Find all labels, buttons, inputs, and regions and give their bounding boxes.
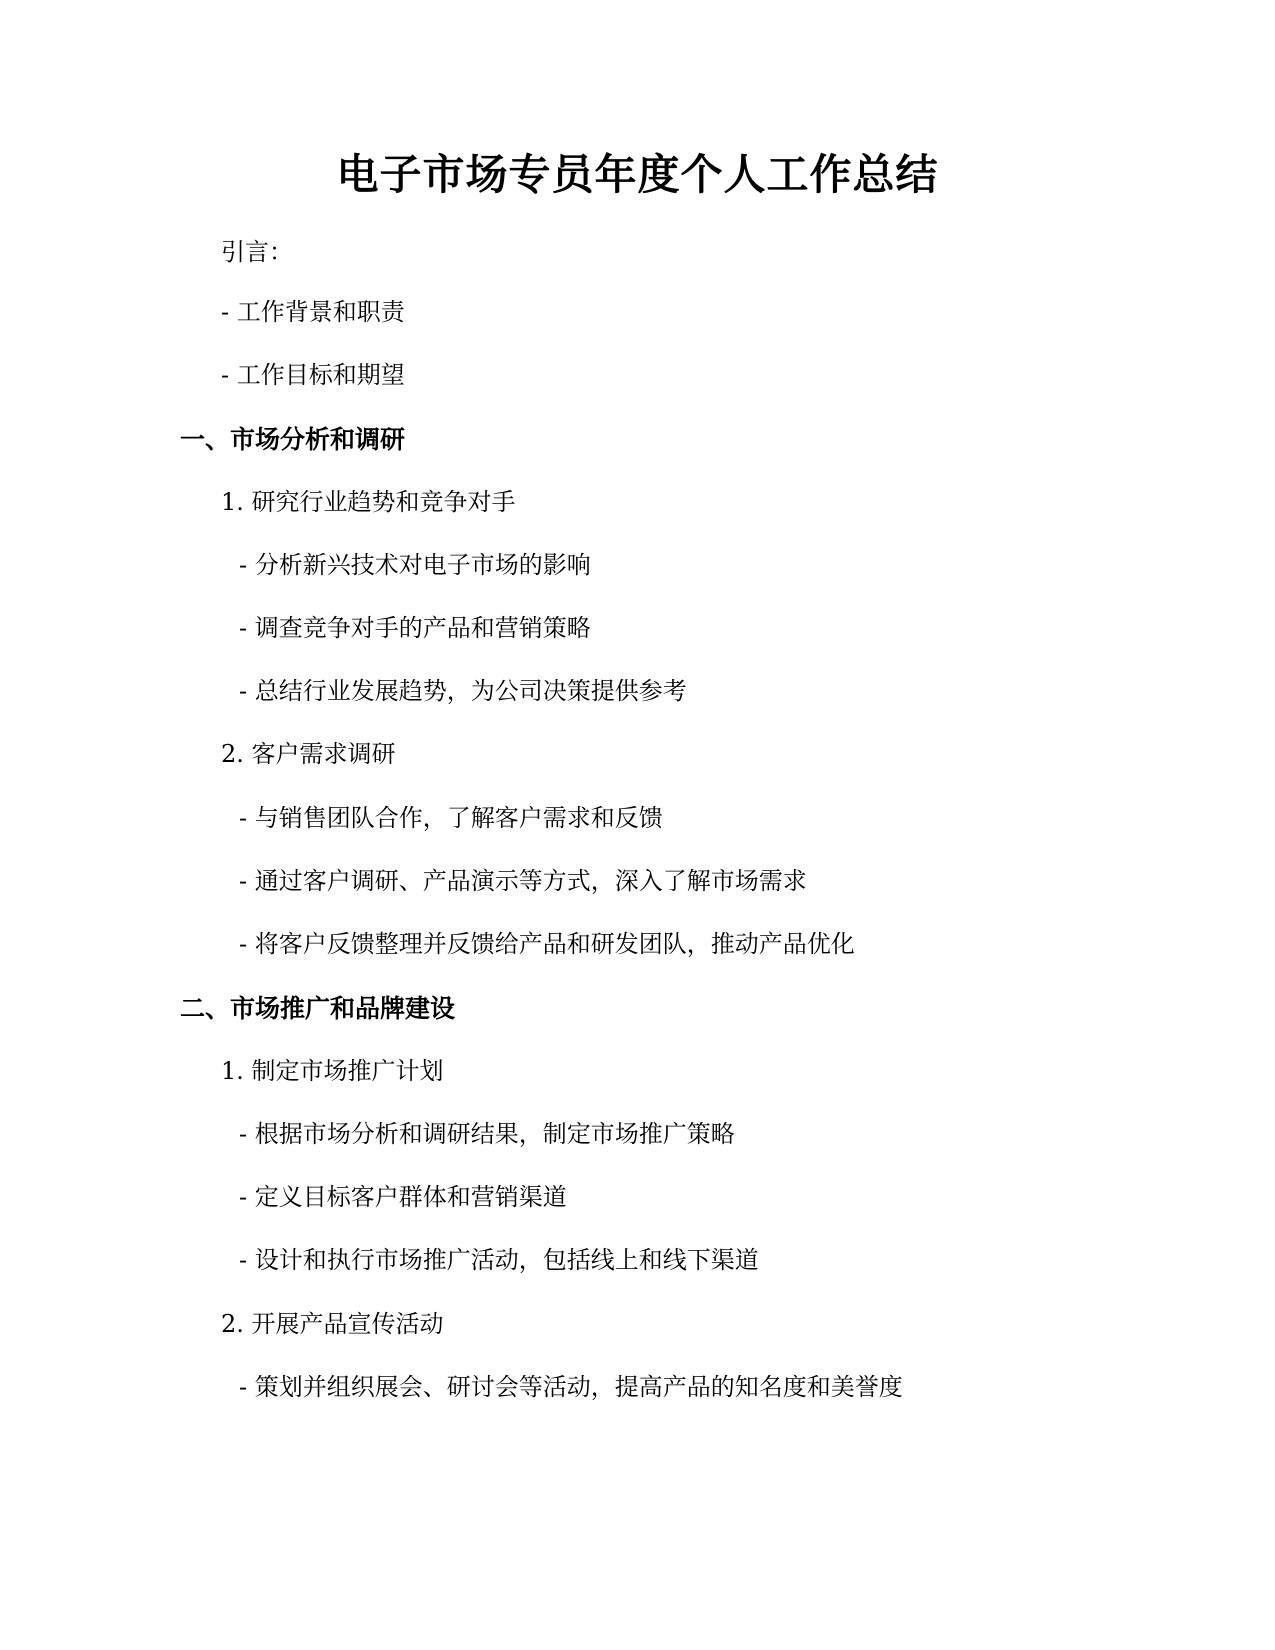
intro-item: - 工作目标和期望 <box>221 361 405 389</box>
subsection-title: 2. 开展产品宣传活动 <box>221 1310 444 1338</box>
bullet-item: - 将客户反馈整理并反馈给产品和研发团队，推动产品优化 <box>239 930 855 958</box>
section-heading: 一、市场分析和调研 <box>180 425 406 454</box>
bullet-item: - 策划并组织展会、研讨会等活动，提高产品的知名度和美誉度 <box>239 1373 903 1401</box>
subsection-title: 1. 制定市场推广计划 <box>221 1057 444 1085</box>
bullet-item: - 设计和执行市场推广活动，包括线上和线下渠道 <box>239 1246 759 1274</box>
bullet-item: - 与销售团队合作，了解客户需求和反馈 <box>239 804 663 832</box>
bullet-item: - 分析新兴技术对电子市场的影响 <box>239 551 591 579</box>
bullet-item: - 根据市场分析和调研结果，制定市场推广策略 <box>239 1120 735 1148</box>
section-heading: 二、市场推广和品牌建设 <box>180 994 456 1023</box>
bullet-item: - 总结行业发展趋势，为公司决策提供参考 <box>239 677 687 705</box>
document-title: 电子市场专员年度个人工作总结 <box>336 150 939 199</box>
subsection-title: 2. 客户需求调研 <box>221 740 396 768</box>
subsection-title: 1. 研究行业趋势和竞争对手 <box>221 488 516 516</box>
bullet-item: - 定义目标客户群体和营销渠道 <box>239 1183 567 1211</box>
intro-item: - 工作背景和职责 <box>221 298 405 326</box>
bullet-item: - 通过客户调研、产品演示等方式，深入了解市场需求 <box>239 867 807 895</box>
bullet-item: - 调查竞争对手的产品和营销策略 <box>239 614 591 642</box>
intro-label: 引言： <box>221 238 293 266</box>
